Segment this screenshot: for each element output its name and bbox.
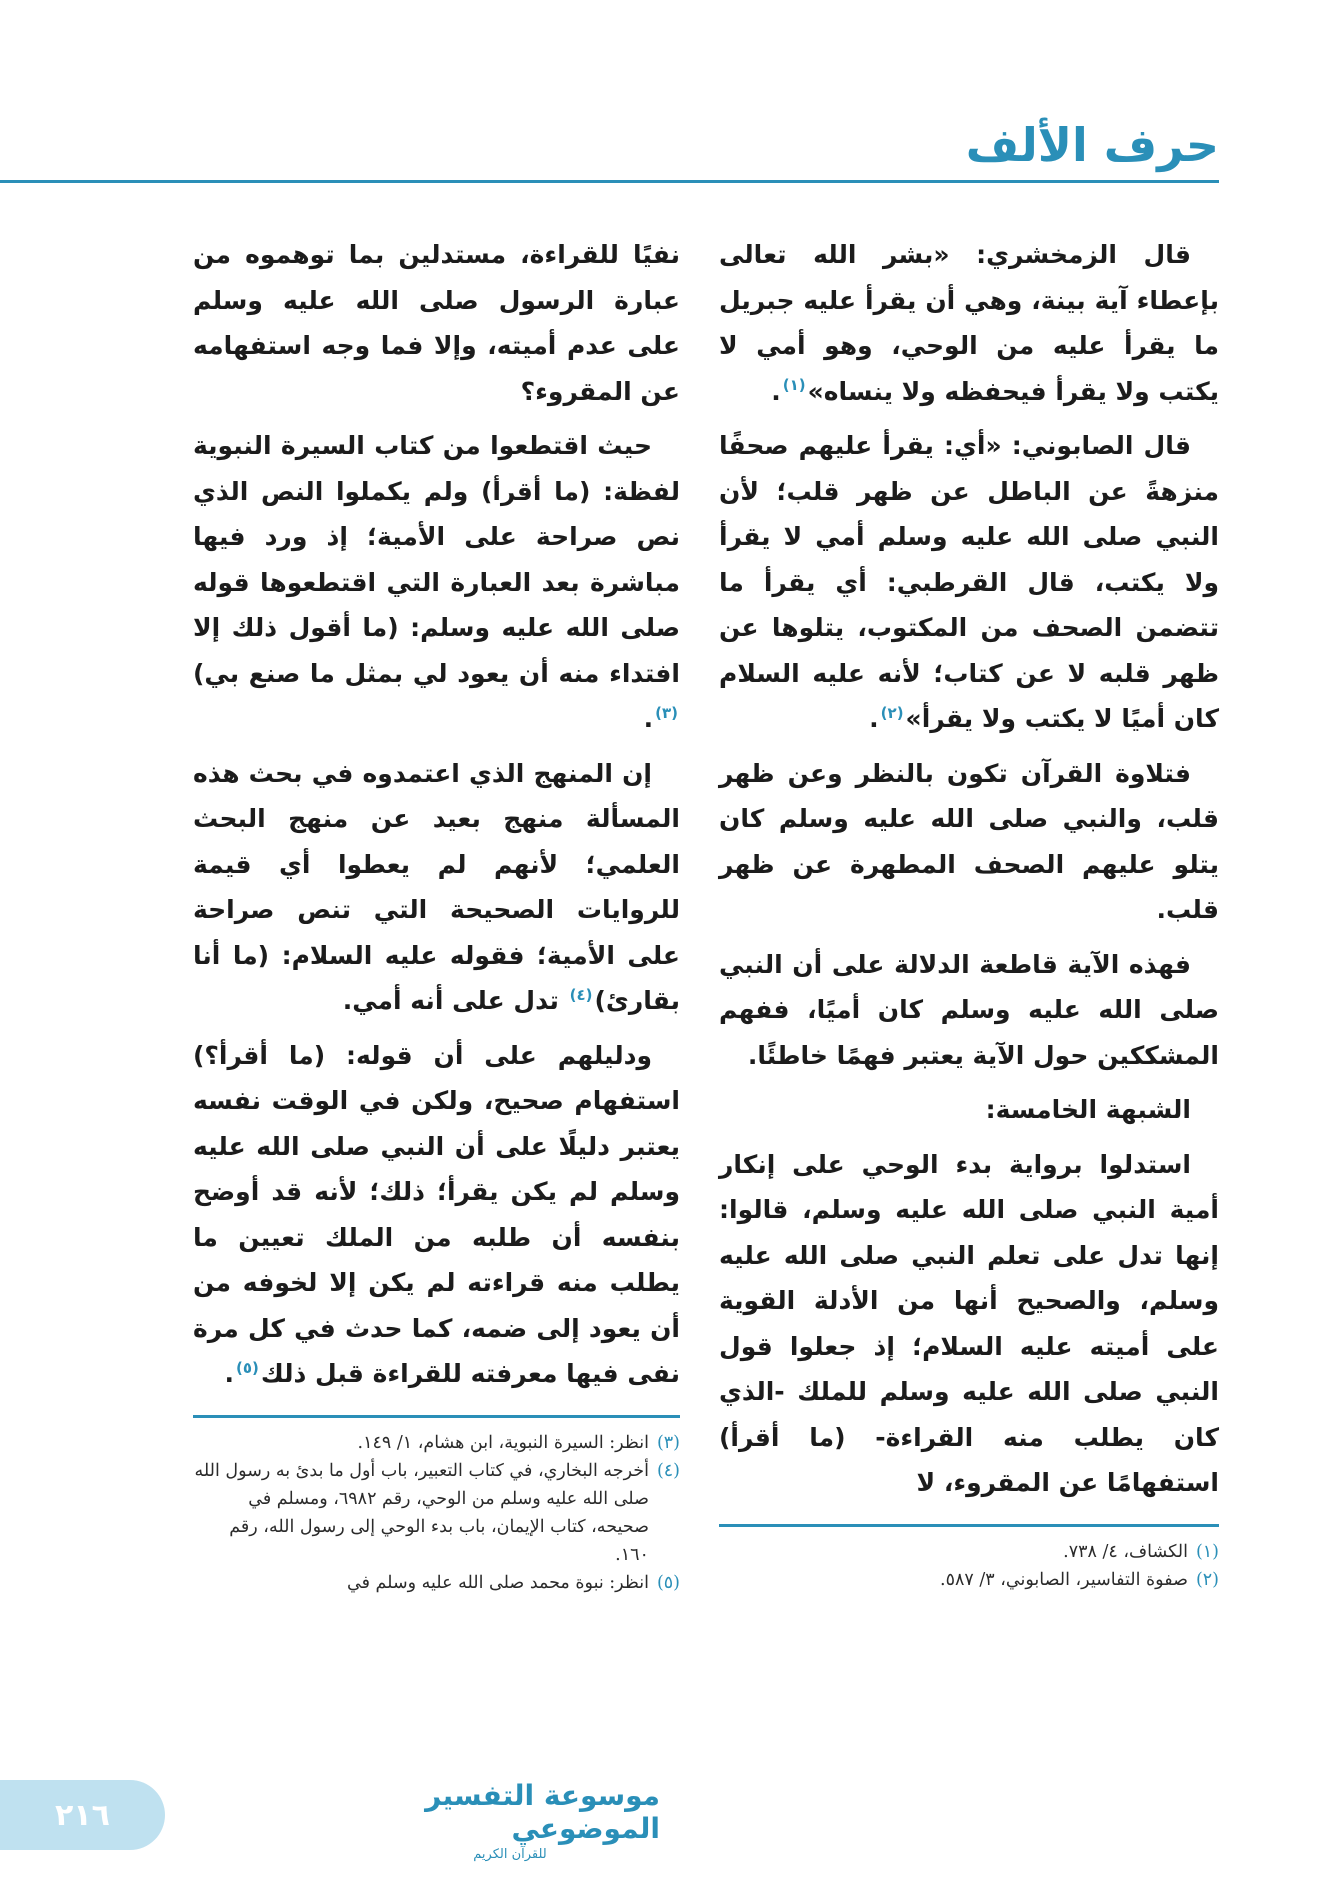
encyclopedia-logo (360, 1778, 660, 1862)
footnote (719, 1538, 1219, 1566)
footnote-text: انظر: نبوة محمد صلى الله عليه وسلم في (347, 1572, 649, 1593)
footnote-ref[interactable]: (٣) (655, 703, 678, 722)
paragraph: قال الصابوني: «أي: يقرأ عليهم صحفًا منزهةً عن الباطل عن ظهر قلب؛ لأن النبي صلى الله عليه وسلم أمي لا يقرأ ولا يكتب، قال القرطبي: أي يقرأ ما تتضمن الصحف من المكتوب، يتلوها عن ظهر قلبه لا عن كتاب؛ لأنه عليه السلام كان أميًا لا يكتب ولا يقرأ»$^{(٢)}$. (719, 431, 1219, 733)
footnote-number: (١) (1195, 1541, 1219, 1562)
page-number-badge (0, 1780, 165, 1850)
footnotes-right (719, 1538, 1219, 1594)
paragraph: فتلاوة القرآن تكون بالنظر وعن ظهر قلب، والنبي صلى الله عليه وسلم كان يتلو عليهم الصحف المطهرة عن ظهر قلب. (719, 758, 1219, 924)
paragraph: استدلوا برواية بدء الوحي على إنكار أمية النبي صلى الله عليه وسلم، قالوا: إنها تدل على تعلم النبي صلى الله عليه وسلم، والصحيح أنها من الأدلة القوية على أميته عليه السلام؛ إذ جعلوا قول النبي صلى الله عليه وسلم للملك -الذي كان يطلب منه القراءة- (ما أقرأ) استفهامًا عن المقروء، لا (719, 1149, 1219, 1497)
footnote-number: (٢) (1195, 1569, 1219, 1590)
footnote-ref[interactable]: (٤) (569, 985, 593, 1004)
page-number: ٢١٦ (55, 1797, 110, 1833)
footnote-divider (193, 1415, 680, 1418)
footnote-ref[interactable]: (٥) (235, 1358, 259, 1377)
footnote-divider (719, 1524, 1219, 1527)
footnote (719, 1566, 1219, 1594)
footnote-text: الكشاف، ٤/ ٧٣٨. (1063, 1541, 1188, 1562)
paragraph (193, 751, 680, 1024)
paragraph: فهذه الآية قاطعة الدلالة على أن النبي صلى الله عليه وسلم كان أميًا، ففهم المشككين حول الآية يعتبر فهمًا خاطئًا. (719, 949, 1219, 1070)
logo-title: موسوعة التفسير الموضوعي (425, 1778, 660, 1845)
footnote-ref[interactable]: (١) (782, 376, 806, 395)
paragraph-text: حيث اقتطعوا من كتاب السيرة النبوية لفظة: (ما أقرأ) ولم يكملوا النص الذي نص صراحة على الأمية؛ إذ ورد فيها مباشرة بعد العبارة التي اقتطعوها قوله صلى الله عليه وسلم: (ما أقول ذلك إلا افتداء منه أن يعود لي بمثل ما صنع بي) (193, 431, 680, 688)
paragraph-text: قال الصابوني: «أي: يقرأ عليهم صحفًا منزهةً عن الباطل عن ظهر قلب؛ لأن النبي صلى الله عليه وسلم أمي لا يقرأ ولا يكتب، قال القرطبي: أي يقرأ ما تتضمن الصحف من المكتوب، يتلوها عن ظهر قلبه لا عن كتاب؛ لأنه عليه السلام كان أميًا لا يكتب ولا يقرأ» (719, 431, 1219, 733)
paragraph: حيث اقتطعوا من كتاب السيرة النبوية لفظة: (ما أقرأ) ولم يكملوا النص الذي نص صراحة على الأمية؛ إذ ورد فيها مباشرة بعد العبارة التي اقتطعوها قوله صلى الله عليه وسلم: (ما أقول ذلك إلا افتداء منه أن يعود لي بمثل ما صنع بي)$^{(٣)}$. (193, 431, 680, 733)
footnote (193, 1569, 680, 1597)
footnote-text: صفوة التفاسير، الصابوني، ٣/ ٥٨٧. (940, 1569, 1188, 1590)
footnote-number: (٤) (656, 1460, 680, 1481)
paragraph-text: قال الزمخشري: «بشر الله تعالى بإعطاء آية بينة، وهي أن يقرأ عليه جبريل ما يقرأ عليه من الوحي، وهو أمي لا يكتب ولا يقرأ فيحفظه ولا ينساه» (719, 240, 1219, 406)
paragraph: نفيًا للقراءة، مستدلين بما توهموه من عبارة الرسول صلى الله عليه وسلم على عدم أميته، وإلا فما وجه استفهامه عن المقروء؟ (193, 240, 680, 406)
footnote-text: أخرجه البخاري، في كتاب التعبير، باب أول ما بدئ به رسول الله صلى الله عليه وسلم من الوحي، رقم ٦٩٨٢، ومسلم في صحيحه، كتاب الإيمان، باب بدء الوحي إلى رسول الله، رقم ١٦٠. (194, 1460, 649, 1565)
logo-subtitle: للقرآن الكريم (473, 1846, 547, 1862)
header-divider (0, 180, 1219, 183)
paragraph-text: ودليلهم على أن قوله: (ما أقرأ؟) استفهام صحيح، ولكن في الوقت نفسه يعتبر دليلًا على أن النبي صلى الله عليه وسلم لم يكن يقرأ؛ ذلك؛ لأنه قد أوضح بنفسه أن طلبه من الملك تعيين ما يطلب منه قراءته لم يكن إلا لخوفه من أن يعود إلى ضمه، كما حدث في كل مرة نفى فيها معرفته للقراءة قبل ذلك (193, 1040, 680, 1388)
right-text-column (719, 232, 1219, 1506)
chapter-title: حرف الألف (965, 118, 1219, 172)
paragraph: ودليلهم على أن قوله: (ما أقرأ؟) استفهام صحيح، ولكن في الوقت نفسه يعتبر دليلًا على أن النبي صلى الله عليه وسلم لم يكن يقرأ؛ ذلك؛ لأنه قد أوضح بنفسه أن طلبه من الملك تعيين ما يطلب منه قراءته لم يكن إلا لخوفه من أن يعود إلى ضمه، كما حدث في كل مرة نفى فيها معرفته للقراءة قبل ذلك$^{(٥)}$. (193, 1040, 680, 1388)
footnote-ref[interactable]: (٢) (880, 703, 904, 722)
footnote-number: (٥) (656, 1572, 680, 1593)
left-text-column (193, 232, 680, 1397)
footnote (193, 1457, 680, 1569)
footnote-number: (٣) (656, 1432, 680, 1453)
footnote-text: انظر: السيرة النبوية، ابن هشام، ١/ ١٤٩. (357, 1432, 649, 1453)
section-heading: الشبهة الخامسة: (985, 1095, 1191, 1124)
footnotes-left (193, 1429, 680, 1597)
paragraph-text: تدل على أنه أمي. (342, 986, 559, 1015)
footnote (193, 1429, 680, 1457)
paragraph: قال الزمخشري: «بشر الله تعالى بإعطاء آية بينة، وهي أن يقرأ عليه جبريل ما يقرأ عليه من الوحي، وهو أمي لا يكتب ولا يقرأ فيحفظه ولا ينساه»$^{(١)}$. (719, 240, 1219, 406)
paragraph-text: إن المنهج الذي اعتمدوه في بحث هذه المسألة منهج بعيد عن منهج البحث العلمي؛ لأنهم لم يعطوا أي قيمة للروايات الصحيحة التي تنص صراحة على الأمية؛ فقوله عليه السلام: (ما أنا بقارئ) (193, 758, 680, 1015)
